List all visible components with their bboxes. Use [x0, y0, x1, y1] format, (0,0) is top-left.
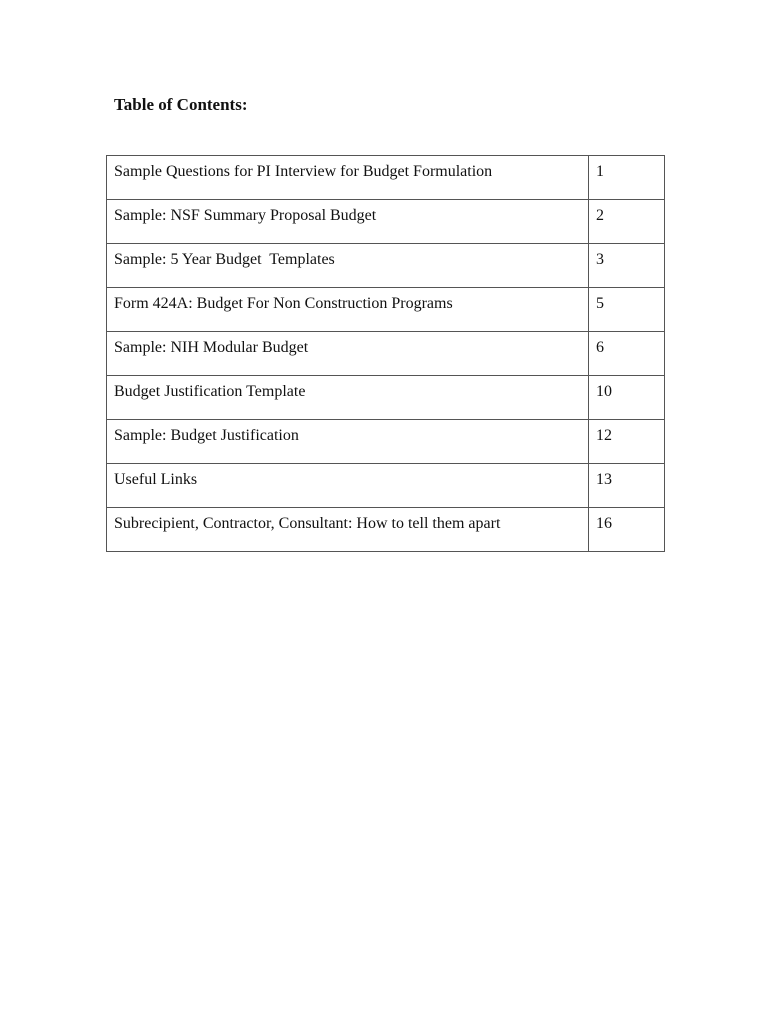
toc-entry-page: 16	[589, 508, 665, 552]
table-row	[107, 288, 665, 332]
toc-entry-page: 3	[589, 244, 665, 288]
toc-entry-page: 2	[589, 200, 665, 244]
table-row	[107, 376, 665, 420]
toc-entry-page: 10	[589, 376, 665, 420]
table-row	[107, 244, 665, 288]
table-row	[107, 464, 665, 508]
toc-entry-page: 5	[589, 288, 665, 332]
toc-entry-title: Sample: NIH Modular Budget	[107, 332, 589, 376]
toc-entry-title: Subrecipient, Contractor, Consultant: How to tell them apart	[107, 508, 589, 552]
toc-entry-title: Budget Justification Template	[107, 376, 589, 420]
table-row	[107, 332, 665, 376]
table-row	[107, 508, 665, 552]
table-row	[107, 420, 665, 464]
toc-entry-page: 6	[589, 332, 665, 376]
toc-entry-page: 13	[589, 464, 665, 508]
page-title: Table of Contents:	[114, 95, 248, 114]
toc-entry-title: Form 424A: Budget For Non Construction Programs	[107, 288, 589, 332]
table-row	[107, 156, 665, 200]
toc-entry-title: Sample: NSF Summary Proposal Budget	[107, 200, 589, 244]
toc-entry-title: Sample: Budget Justification	[107, 420, 589, 464]
toc-entry-page: 12	[589, 420, 665, 464]
toc-entry-title: Sample: 5 Year Budget Templates	[107, 244, 589, 288]
table-row	[107, 200, 665, 244]
toc-entry-title: Sample Questions for PI Interview for Budget Formulation	[107, 156, 589, 200]
table-of-contents	[106, 155, 665, 552]
toc-entry-page: 1	[589, 156, 665, 200]
toc-entry-title: Useful Links	[107, 464, 589, 508]
